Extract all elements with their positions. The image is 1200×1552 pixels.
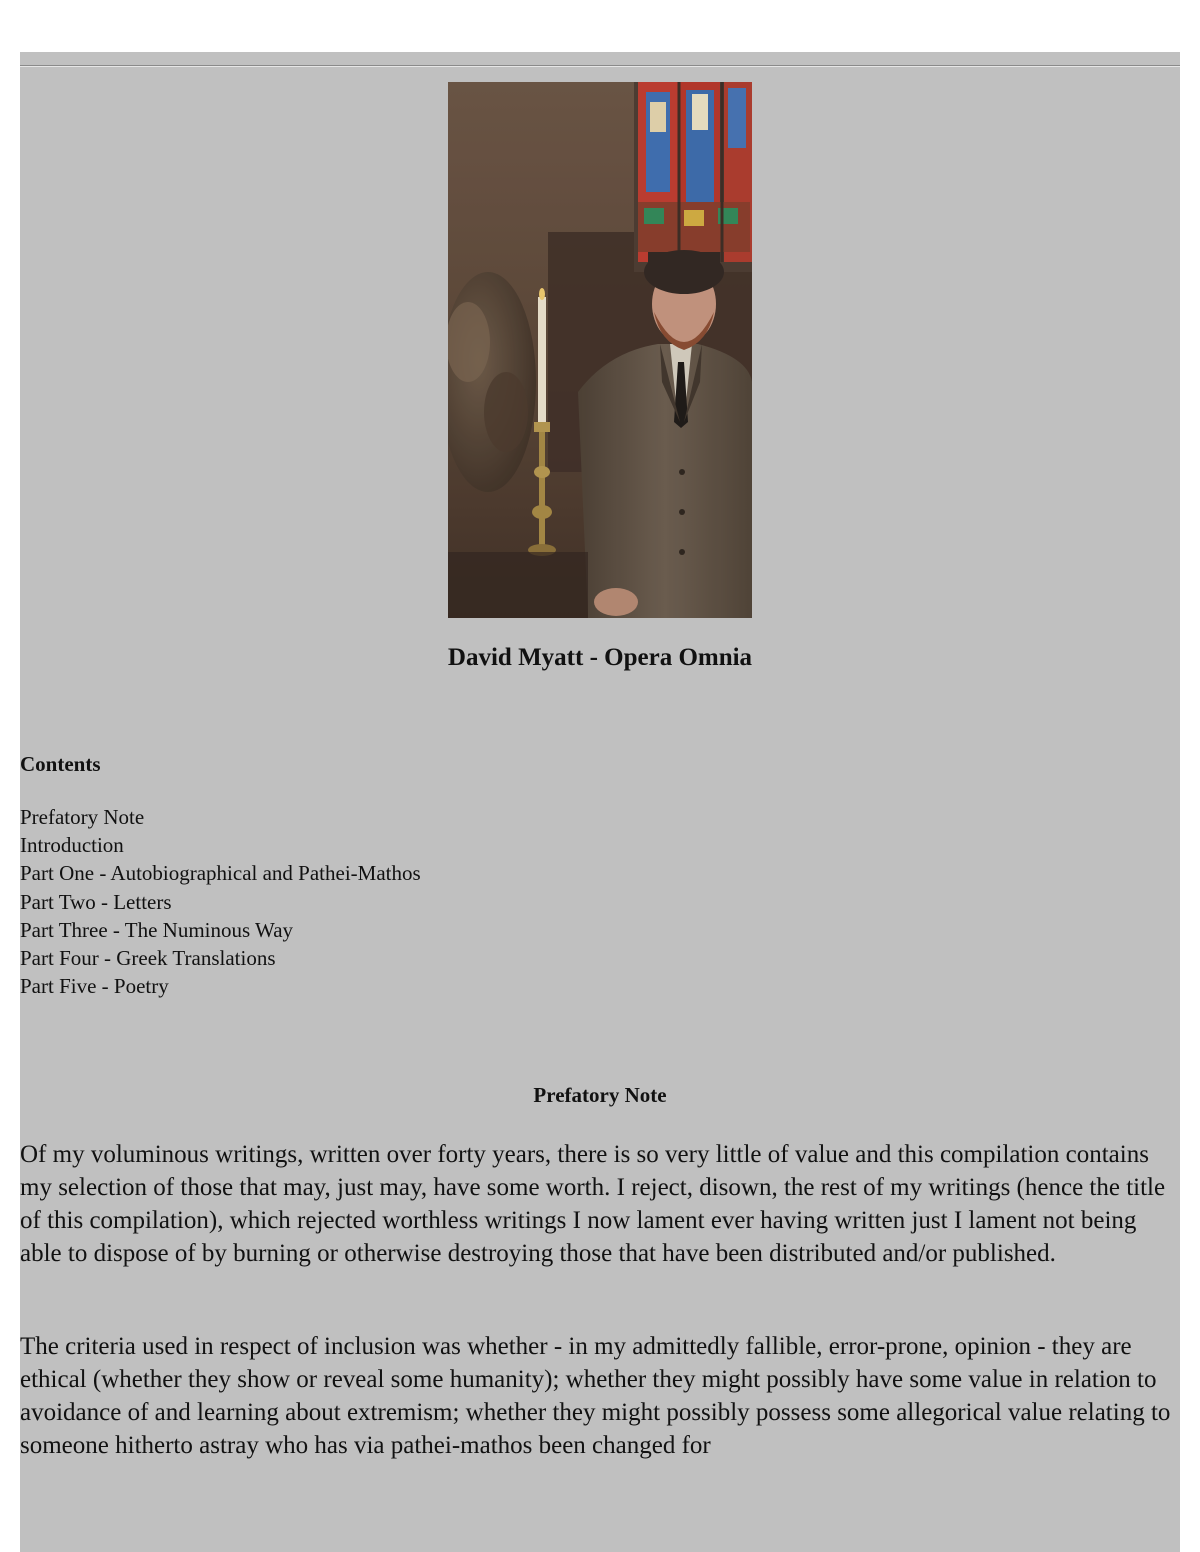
contents-item — [20, 916, 421, 944]
contents-heading: Contents — [20, 752, 101, 776]
contents-list — [20, 803, 421, 1000]
contents-item — [20, 888, 421, 916]
contents-link-prefatory-note[interactable]: Prefatory Note — [20, 805, 145, 829]
horizontal-rule — [20, 65, 1180, 67]
prefatory-paragraph-1: Of my voluminous writings, written over forty years, there is so very little of value and this compilation contains my selection of those that may, just may, have some worth. I reject, disown, the rest of my writings (hence the title of this compilation), which rejected worthless writings I now lament ever having written just I lament not being able to dispose of by burning or otherwise destroying those that have been distributed and/or published. — [20, 1141, 1166, 1267]
contents-item — [20, 831, 421, 859]
prefatory-note-heading: Prefatory Note — [533, 1083, 667, 1107]
author-photo — [448, 82, 752, 618]
contents-link-part-one[interactable]: Part One - Autobiographical and Pathei-Mathos — [20, 861, 421, 886]
contents-link-part-two[interactable]: Part Two - Letters — [20, 889, 172, 914]
contents-item — [20, 803, 421, 831]
contents-link-part-four[interactable]: Part Four - Greek Translations — [20, 946, 276, 971]
page-title: David Myatt - Opera Omnia — [447, 644, 753, 671]
prefatory-paragraph-2: The criteria used in respect of inclusion was whether - in my admittedly fallible, error-prone, opinion - they are ethical (whether they show or reveal some humanity); whether they might possibly have some value in relation to avoidance of and learning about extremism; whether they might possibly possess some allegorical value relating to someone hitherto astray who has via pathei-mathos been changed for — [20, 1333, 1171, 1459]
contents-item — [20, 859, 421, 887]
page-content — [20, 52, 1180, 1552]
contents-link-part-five[interactable]: Part Five - Poetry — [20, 974, 169, 999]
contents-item — [20, 944, 421, 972]
contents-link-introduction[interactable]: Introduction — [20, 833, 124, 858]
contents-item — [20, 972, 421, 1000]
contents-link-part-three[interactable]: Part Three - The Numinous Way — [20, 917, 294, 942]
